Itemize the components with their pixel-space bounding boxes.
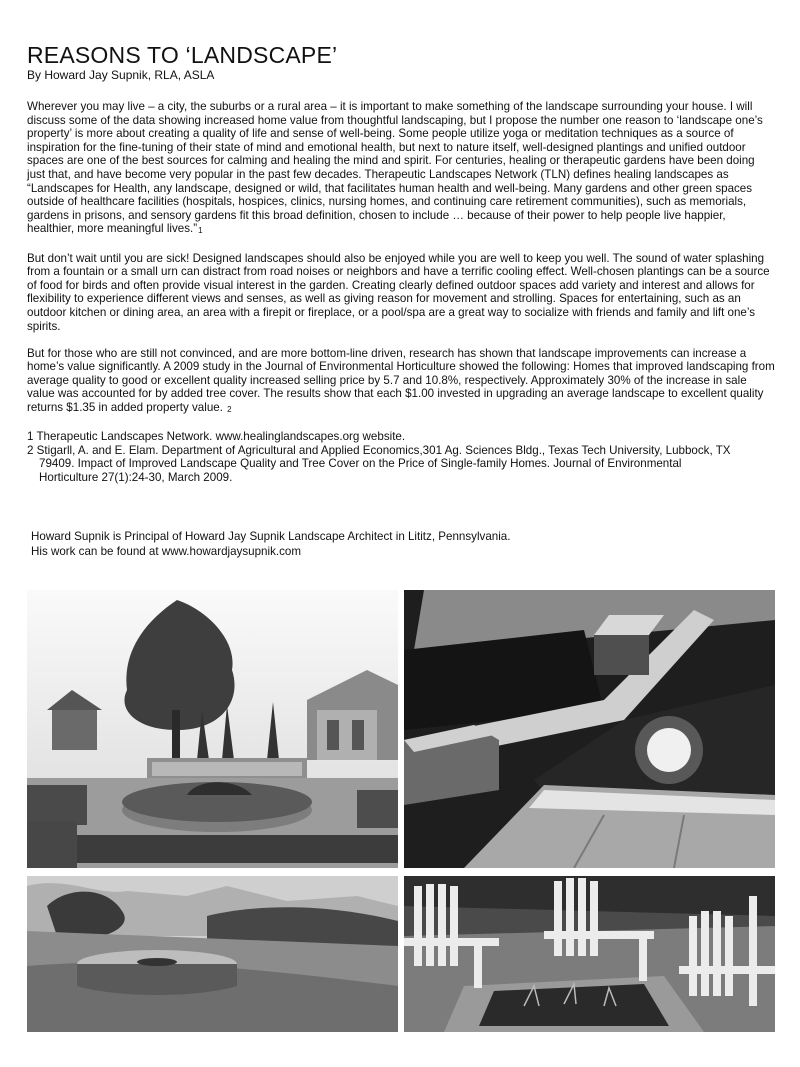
paragraph: But for those who are still not convinced, and are more bottom-line driven, research has shown that landscape improvements can increase a home’s value significantly. A 2009 study in the Journal of Environmental Horticulture showed the following: Homes that improved landscaping from average quality to good or excellent quality increased selling price by 5.7 and 10.8%, respectively. Approximately 30% of the increase in sale value was accounted for by added tree cover. The results show that each $1.00 invested in upgrading an average landscape to excellent quality returns $1.35 in added property value. 2 (27, 346, 775, 415)
paragraph: Wherever you may live – a city, the suburbs or a rural area – it is important to make something of the landscape surrounding your house. I will discuss some of the data showing increased home value from thoughtful landscaping, but I propose the number one reason to ‘landscape one’s property’ is more about creating a quality of life and sense of well-being. Some people utilize yoga or meditation techniques as a source of inspiration for the fine-tuning of their state of mind and emotional health, but next to nature itself, well-designed plantings and unified outdoor spaces are one of the best sources for calming and healing the mind and spirit. For centuries, healing or therapeutic gardens have been doing just that, and have become very popular in the past few decades. Therapeutic Landscapes Network (TLN) defines healing landscapes as “Landscapes for Health, any landscape, designed or wild, that facilitates human health and well-being. Many gardens and other green spaces outside of healthcare facilities (hospitals, hospices, clinics, nursing homes, and continuing care retirement communities), such as memorials, gardens in prisons, and sensory gardens fit this broad definition, chosen to include … because of their power to help people live happier, healthier, more meaningful lives.”1 (27, 100, 763, 236)
footnote: 2 Stigarll, A. and E. Elam. Department of Agricultural and Applied Economics,301 Ag. Sciences Bldg., Texas Tech University, Lubbock, TX (27, 443, 731, 457)
footnote-continuation: Horticulture 27(1):24-30, March 2009. (39, 471, 233, 485)
photo-stone-firepit-field (27, 876, 398, 1032)
photo-illustration (27, 590, 398, 868)
footnotes (27, 430, 775, 484)
photo-pool-coping-reflection (404, 590, 775, 868)
footnote-continuation: 79409. Impact of Improved Landscape Quality and Tree Cover on the Price of Single-family Homes. Journal of Environmental (39, 457, 682, 471)
bio-line: Howard Supnik is Principal of Howard Jay Supnik Landscape Architect in Lititz, Pennsylvania. (31, 530, 511, 543)
photo-illustration (27, 876, 398, 1032)
footnote: 1 Therapeutic Landscapes Network. www.healinglandscapes.org website. (27, 430, 406, 444)
paragraph: But don’t wait until you are sick! Designed landscapes should also be enjoyed while you are well to keep you well. The sound of water splashing from a fountain or a small urn can distract from road noises or neighbors and have a terrific cooling effect. Well-chosen plantings can be a source of food for birds and often provide visual interest in the garden. Creating clearly defined outdoor spaces add variety and interest and allows for flexibility to experience different views and senses, as well as giving reason for movement and strolling. Spaces for entertaining, such as an outdoor kitchen or dining area, an area with a firepit or fireplace, or a pool/spa are a great way to socialize with friends and family and lift one’s spirits. (27, 251, 770, 333)
photo-illustration (404, 876, 775, 1032)
bio-line: His work can be found at www.howardjaysupnik.com (31, 544, 302, 558)
photo-adirondack-chairs-firepit (404, 876, 775, 1032)
footnote-ref: 2 (227, 405, 232, 415)
author-bio (31, 530, 771, 559)
photo-firepit-pool-patio (27, 590, 398, 868)
photo-illustration (404, 590, 775, 868)
article-title: REASONS TO ‘LANDSCAPE’ (27, 42, 338, 68)
article-body (27, 100, 775, 485)
footnote-ref: 1 (198, 226, 203, 236)
byline: By Howard Jay Supnik, RLA, ASLA (27, 68, 215, 82)
